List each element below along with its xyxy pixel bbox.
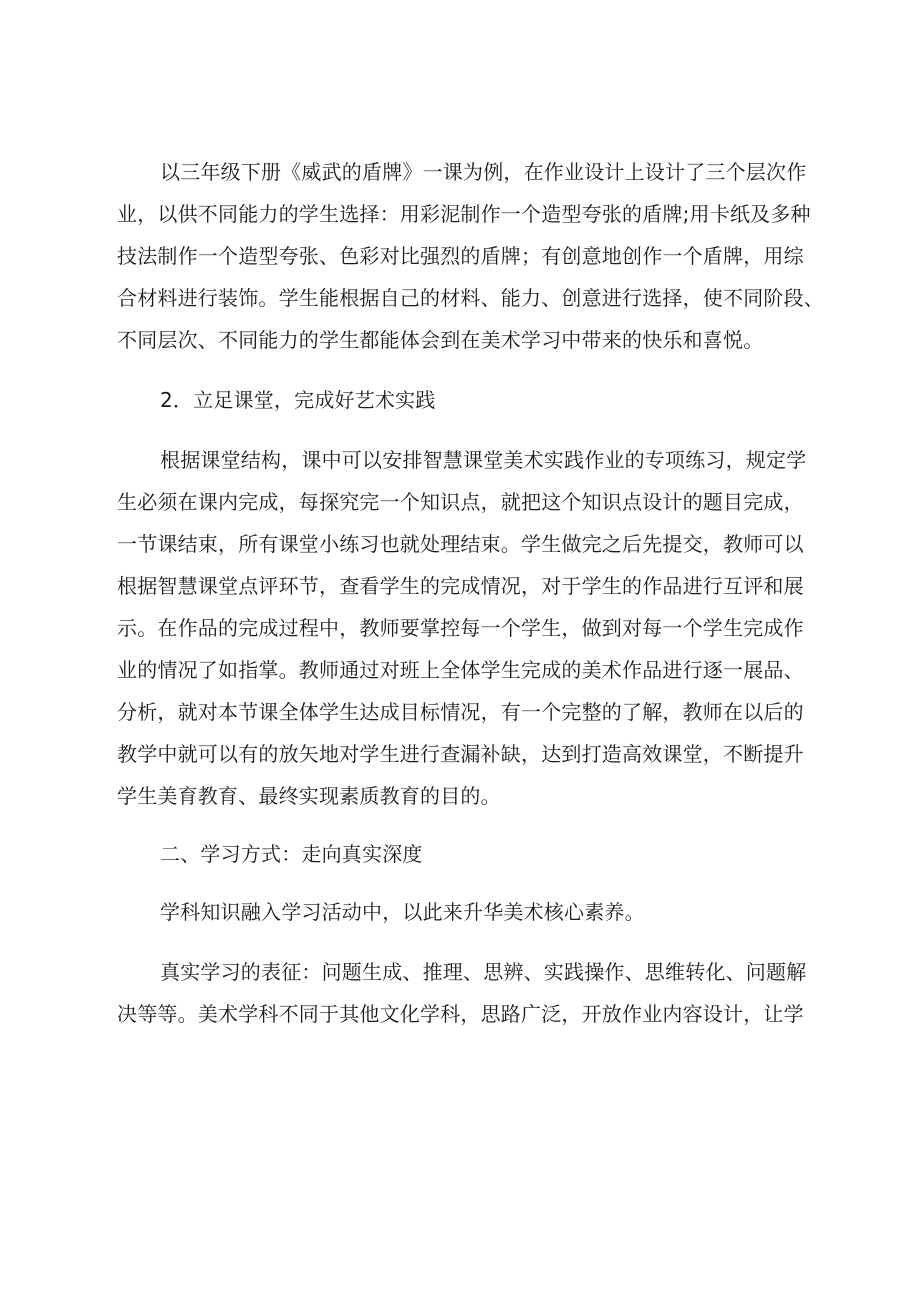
paragraph-line: 业，以供不同能力的学生选择：用彩泥制作一个造型夸张的盾牌;用卡纸及多种 — [117, 202, 811, 226]
paragraph-line: 合材料进行装饰。学生能根据自己的材料、能力、创意进行选择，使不同阶段、 — [117, 286, 824, 310]
paragraph-line: 技法制作一个造型夸张、色彩对比强烈的盾牌；有创意地创作一个盾牌，用综 — [117, 244, 804, 268]
paragraph-line: 业的情况了如指掌。教师通过对班上全体学生完成的美术作品进行逐一展品、 — [117, 658, 804, 682]
paragraph-line: 根据课堂结构，课中可以安排智慧课堂美术实践作业的专项练习，规定学 — [160, 448, 807, 472]
heading-line: 二、学习方式：走向真实深度 — [160, 842, 423, 866]
paragraph-line: 以三年级下册《威武的盾牌》一课为例，在作业设计上设计了三个层次作 — [160, 160, 807, 184]
paragraph-line: 示。在作品的完成过程中，教师要掌控每一个学生，做到对每一个学生完成作 — [117, 616, 804, 640]
paragraph-line: 一节课结束，所有课堂小练习也就处理结束。学生做完之后先提交，教师可以 — [117, 532, 804, 556]
paragraph-line: 教学中就可以有的放矢地对学生进行查漏补缺，达到打造高效课堂，不断提升 — [117, 742, 804, 766]
paragraph-line: 不同层次、不同能力的学生都能体会到在美术学习中带来的快乐和喜悦。 — [117, 328, 764, 352]
paragraph-line: 分析，就对本节课全体学生达成目标情况，有一个完整的了解，教师在以后的 — [117, 700, 804, 724]
heading-line: 2．立足课堂，完成好艺术实践 — [160, 388, 436, 412]
paragraph-line: 生必须在课内完成，每探究完一个知识点，就把这个知识点设计的题目完成， — [117, 490, 804, 514]
paragraph-line: 学生美育教育、最终实现素质教育的目的。 — [117, 784, 501, 808]
paragraph-line: 学科知识融入学习活动中，以此来升华美术核心素养。 — [160, 900, 645, 924]
paragraph-line: 根据智慧课堂点评环节，查看学生的完成情况，对于学生的作品进行互评和展 — [117, 574, 804, 598]
paragraph-line: 真实学习的表征：问题生成、推理、思辨、实践操作、思维转化、问题解 — [160, 960, 807, 984]
paragraph-line: 决等等。美术学科不同于其他文化学科，思路广泛，开放作业内容设计，让学 — [117, 1002, 804, 1026]
